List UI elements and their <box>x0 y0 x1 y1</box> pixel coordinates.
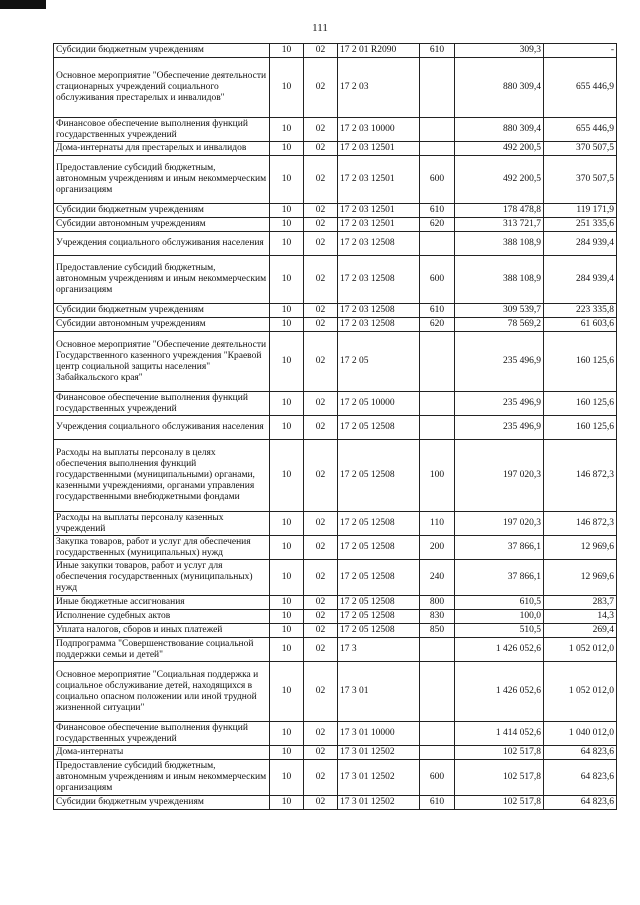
row-amount-year2: 14,3 <box>544 610 617 624</box>
row-expense-type <box>420 142 455 156</box>
page-number: 111 <box>312 22 328 34</box>
row-amount-year1: 1 426 052,6 <box>455 638 544 662</box>
row-section: 10 <box>270 440 304 512</box>
row-amount-year2: 284 939,4 <box>544 256 617 304</box>
row-amount-year1: 492 200,5 <box>455 156 544 204</box>
row-subsection: 02 <box>304 218 338 232</box>
row-amount-year2: 64 823,6 <box>544 746 617 760</box>
row-expense-type <box>420 662 455 722</box>
row-target-article: 17 3 01 12502 <box>338 760 420 796</box>
row-amount-year2: 655 446,9 <box>544 118 617 142</box>
table-row <box>54 218 617 232</box>
row-section: 10 <box>270 746 304 760</box>
row-section: 10 <box>270 624 304 638</box>
budget-table <box>53 43 617 810</box>
row-expense-type: 850 <box>420 624 455 638</box>
row-section: 10 <box>270 304 304 318</box>
table-row <box>54 536 617 560</box>
row-amount-year1: 178 478,8 <box>455 204 544 218</box>
row-name: Учреждения социального обслуживания населения <box>54 232 270 256</box>
row-amount-year1: 388 108,9 <box>455 232 544 256</box>
row-section: 10 <box>270 232 304 256</box>
table-row <box>54 796 617 810</box>
row-subsection: 02 <box>304 624 338 638</box>
row-expense-type: 110 <box>420 512 455 536</box>
table-row <box>54 318 617 332</box>
row-name: Субсидии бюджетным учреждениям <box>54 44 270 58</box>
row-expense-type: 610 <box>420 796 455 810</box>
row-expense-type <box>420 332 455 392</box>
table-row <box>54 560 617 596</box>
row-amount-year2: 64 823,6 <box>544 796 617 810</box>
row-amount-year1: 235 496,9 <box>455 416 544 440</box>
row-name: Финансовое обеспечение выполнения функций государственных учреждений <box>54 392 270 416</box>
row-name: Основное мероприятие "Обеспечение деятельности Государственного казенного учреждения "Краевой центр социальной защиты населения" Забайкальского края" <box>54 332 270 392</box>
row-target-article: 17 2 03 12501 <box>338 142 420 156</box>
table-row <box>54 118 617 142</box>
row-subsection: 02 <box>304 536 338 560</box>
row-expense-type <box>420 722 455 746</box>
row-section: 10 <box>270 58 304 118</box>
table-row <box>54 204 617 218</box>
row-subsection: 02 <box>304 512 338 536</box>
row-amount-year2: 12 969,6 <box>544 560 617 596</box>
row-expense-type: 620 <box>420 218 455 232</box>
table-row <box>54 58 617 118</box>
row-subsection: 02 <box>304 392 338 416</box>
row-section: 10 <box>270 142 304 156</box>
row-amount-year2: 160 125,6 <box>544 332 617 392</box>
row-amount-year2: - <box>544 44 617 58</box>
table-row <box>54 512 617 536</box>
row-target-article: 17 2 03 12501 <box>338 156 420 204</box>
row-subsection: 02 <box>304 332 338 392</box>
row-name: Исполнение судебных актов <box>54 610 270 624</box>
row-target-article: 17 2 05 12508 <box>338 624 420 638</box>
table-row <box>54 232 617 256</box>
row-section: 10 <box>270 760 304 796</box>
row-section: 10 <box>270 416 304 440</box>
row-amount-year1: 610,5 <box>455 596 544 610</box>
row-section: 10 <box>270 392 304 416</box>
row-name: Закупка товаров, работ и услуг для обеспечения государственных (муниципальных) нужд <box>54 536 270 560</box>
table-row <box>54 156 617 204</box>
row-name: Предоставление субсидий бюджетным, автономным учреждениям и иным некоммерческим организациям <box>54 760 270 796</box>
table-row <box>54 44 617 58</box>
row-amount-year1: 309,3 <box>455 44 544 58</box>
row-amount-year2: 146 872,3 <box>544 512 617 536</box>
row-amount-year2: 1 052 012,0 <box>544 638 617 662</box>
row-name: Предоставление субсидий бюджетным, автономным учреждениям и иным некоммерческим организациям <box>54 256 270 304</box>
row-subsection: 02 <box>304 560 338 596</box>
row-amount-year2: 223 335,8 <box>544 304 617 318</box>
row-subsection: 02 <box>304 746 338 760</box>
table-row <box>54 304 617 318</box>
row-target-article: 17 2 05 <box>338 332 420 392</box>
row-expense-type: 620 <box>420 318 455 332</box>
table-row <box>54 142 617 156</box>
row-name: Учреждения социального обслуживания населения <box>54 416 270 440</box>
row-name: Основное мероприятие "Обеспечение деятельности стационарных учреждений социального обслуживания престарелых и инвалидов" <box>54 58 270 118</box>
row-amount-year1: 388 108,9 <box>455 256 544 304</box>
row-target-article: 17 2 03 12501 <box>338 218 420 232</box>
row-name: Иные закупки товаров, работ и услуг для обеспечения государственных (муниципальных) нужд <box>54 560 270 596</box>
row-subsection: 02 <box>304 760 338 796</box>
row-subsection: 02 <box>304 416 338 440</box>
row-section: 10 <box>270 118 304 142</box>
row-subsection: 02 <box>304 662 338 722</box>
row-expense-type: 600 <box>420 256 455 304</box>
row-name: Субсидии автономным учреждениям <box>54 218 270 232</box>
row-expense-type <box>420 118 455 142</box>
row-expense-type <box>420 58 455 118</box>
row-amount-year2: 269,4 <box>544 624 617 638</box>
row-section: 10 <box>270 536 304 560</box>
row-target-article: 17 3 01 10000 <box>338 722 420 746</box>
row-subsection: 02 <box>304 204 338 218</box>
row-section: 10 <box>270 560 304 596</box>
row-name: Иные бюджетные ассигнования <box>54 596 270 610</box>
row-subsection: 02 <box>304 304 338 318</box>
row-amount-year2: 251 335,6 <box>544 218 617 232</box>
row-amount-year1: 313 721,7 <box>455 218 544 232</box>
row-section: 10 <box>270 156 304 204</box>
row-amount-year2: 146 872,3 <box>544 440 617 512</box>
table-row <box>54 610 617 624</box>
row-name: Субсидии бюджетным учреждениям <box>54 204 270 218</box>
table-row <box>54 256 617 304</box>
row-name: Финансовое обеспечение выполнения функций государственных учреждений <box>54 118 270 142</box>
row-amount-year2: 1 040 012,0 <box>544 722 617 746</box>
row-target-article: 17 3 01 <box>338 662 420 722</box>
row-target-article: 17 2 03 10000 <box>338 118 420 142</box>
row-amount-year1: 102 517,8 <box>455 760 544 796</box>
row-amount-year2: 119 171,9 <box>544 204 617 218</box>
row-expense-type: 600 <box>420 760 455 796</box>
row-target-article: 17 2 03 <box>338 58 420 118</box>
row-amount-year1: 1 426 052,6 <box>455 662 544 722</box>
row-expense-type <box>420 746 455 760</box>
row-subsection: 02 <box>304 318 338 332</box>
table-row <box>54 624 617 638</box>
row-amount-year1: 197 020,3 <box>455 440 544 512</box>
row-amount-year1: 102 517,8 <box>455 796 544 810</box>
row-name: Уплата налогов, сборов и иных платежей <box>54 624 270 638</box>
row-amount-year1: 235 496,9 <box>455 392 544 416</box>
row-amount-year2: 370 507,5 <box>544 142 617 156</box>
row-subsection: 02 <box>304 638 338 662</box>
row-amount-year1: 880 309,4 <box>455 58 544 118</box>
row-section: 10 <box>270 610 304 624</box>
row-amount-year2: 64 823,6 <box>544 760 617 796</box>
scan-corner-mark <box>0 0 46 9</box>
row-name: Расходы на выплаты персоналу казенных учреждений <box>54 512 270 536</box>
row-target-article: 17 2 05 12508 <box>338 596 420 610</box>
row-subsection: 02 <box>304 722 338 746</box>
row-expense-type: 200 <box>420 536 455 560</box>
row-subsection: 02 <box>304 118 338 142</box>
table-row <box>54 722 617 746</box>
row-target-article: 17 2 05 12508 <box>338 610 420 624</box>
row-amount-year2: 12 969,6 <box>544 536 617 560</box>
row-amount-year1: 880 309,4 <box>455 118 544 142</box>
row-name: Дома-интернаты <box>54 746 270 760</box>
row-target-article: 17 2 03 12508 <box>338 304 420 318</box>
row-amount-year1: 37 866,1 <box>455 560 544 596</box>
row-expense-type: 610 <box>420 44 455 58</box>
row-name: Основное мероприятие "Социальная поддержка и социальное обслуживание детей, находящихся в социально опасном положении или иной трудной жизненной ситуации" <box>54 662 270 722</box>
row-target-article: 17 2 01 R2090 <box>338 44 420 58</box>
row-section: 10 <box>270 722 304 746</box>
row-subsection: 02 <box>304 58 338 118</box>
row-name: Дома-интернаты для престарелых и инвалидов <box>54 142 270 156</box>
row-target-article: 17 2 03 12508 <box>338 232 420 256</box>
row-expense-type <box>420 232 455 256</box>
row-target-article: 17 2 05 12508 <box>338 512 420 536</box>
row-expense-type <box>420 638 455 662</box>
row-amount-year2: 655 446,9 <box>544 58 617 118</box>
row-name: Субсидии бюджетным учреждениям <box>54 796 270 810</box>
row-expense-type: 100 <box>420 440 455 512</box>
row-subsection: 02 <box>304 142 338 156</box>
budget-table-body <box>54 44 617 810</box>
row-amount-year2: 160 125,6 <box>544 392 617 416</box>
row-target-article: 17 2 05 10000 <box>338 392 420 416</box>
row-name: Подпрограмма "Совершенствование социальной поддержки семьи и детей" <box>54 638 270 662</box>
row-subsection: 02 <box>304 156 338 204</box>
row-amount-year1: 309 539,7 <box>455 304 544 318</box>
row-target-article: 17 3 01 12502 <box>338 796 420 810</box>
row-expense-type: 600 <box>420 156 455 204</box>
table-row <box>54 596 617 610</box>
row-subsection: 02 <box>304 796 338 810</box>
row-name: Субсидии автономным учреждениям <box>54 318 270 332</box>
row-target-article: 17 2 03 12501 <box>338 204 420 218</box>
row-target-article: 17 2 05 12508 <box>338 440 420 512</box>
table-row <box>54 440 617 512</box>
row-amount-year2: 283,7 <box>544 596 617 610</box>
row-section: 10 <box>270 638 304 662</box>
row-expense-type <box>420 392 455 416</box>
table-row <box>54 416 617 440</box>
row-amount-year2: 160 125,6 <box>544 416 617 440</box>
row-amount-year1: 1 414 052,6 <box>455 722 544 746</box>
row-expense-type <box>420 416 455 440</box>
table-row <box>54 746 617 760</box>
row-target-article: 17 2 05 12508 <box>338 560 420 596</box>
row-section: 10 <box>270 318 304 332</box>
row-name: Субсидии бюджетным учреждениям <box>54 304 270 318</box>
row-amount-year1: 197 020,3 <box>455 512 544 536</box>
row-section: 10 <box>270 44 304 58</box>
row-subsection: 02 <box>304 256 338 304</box>
row-section: 10 <box>270 204 304 218</box>
row-target-article: 17 2 05 12508 <box>338 536 420 560</box>
table-row <box>54 332 617 392</box>
row-amount-year1: 78 569,2 <box>455 318 544 332</box>
row-target-article: 17 2 03 12508 <box>338 318 420 332</box>
row-name: Предоставление субсидий бюджетным, автономным учреждениям и иным некоммерческим организациям <box>54 156 270 204</box>
row-subsection: 02 <box>304 232 338 256</box>
row-subsection: 02 <box>304 596 338 610</box>
row-expense-type: 830 <box>420 610 455 624</box>
row-amount-year2: 61 603,6 <box>544 318 617 332</box>
row-target-article: 17 3 <box>338 638 420 662</box>
table-row <box>54 662 617 722</box>
row-expense-type: 610 <box>420 304 455 318</box>
table-row <box>54 760 617 796</box>
row-amount-year1: 37 866,1 <box>455 536 544 560</box>
table-row <box>54 392 617 416</box>
row-expense-type: 800 <box>420 596 455 610</box>
row-section: 10 <box>270 256 304 304</box>
row-subsection: 02 <box>304 440 338 512</box>
row-amount-year1: 100,0 <box>455 610 544 624</box>
row-amount-year1: 235 496,9 <box>455 332 544 392</box>
row-amount-year1: 492 200,5 <box>455 142 544 156</box>
row-target-article: 17 2 03 12508 <box>338 256 420 304</box>
row-section: 10 <box>270 218 304 232</box>
row-section: 10 <box>270 662 304 722</box>
row-section: 10 <box>270 596 304 610</box>
row-expense-type: 240 <box>420 560 455 596</box>
row-expense-type: 610 <box>420 204 455 218</box>
row-section: 10 <box>270 512 304 536</box>
row-section: 10 <box>270 796 304 810</box>
row-target-article: 17 2 05 12508 <box>338 416 420 440</box>
row-amount-year2: 284 939,4 <box>544 232 617 256</box>
row-subsection: 02 <box>304 610 338 624</box>
row-amount-year1: 102 517,8 <box>455 746 544 760</box>
row-name: Финансовое обеспечение выполнения функций государственных учреждений <box>54 722 270 746</box>
row-amount-year2: 370 507,5 <box>544 156 617 204</box>
row-subsection: 02 <box>304 44 338 58</box>
row-section: 10 <box>270 332 304 392</box>
row-target-article: 17 3 01 12502 <box>338 746 420 760</box>
row-amount-year2: 1 052 012,0 <box>544 662 617 722</box>
row-name: Расходы на выплаты персоналу в целях обеспечения выполнения функций государственными (муниципальными) органами, казенными учреждениями, органами управления государственными внебюджетными фондами <box>54 440 270 512</box>
row-amount-year1: 510,5 <box>455 624 544 638</box>
table-row <box>54 638 617 662</box>
